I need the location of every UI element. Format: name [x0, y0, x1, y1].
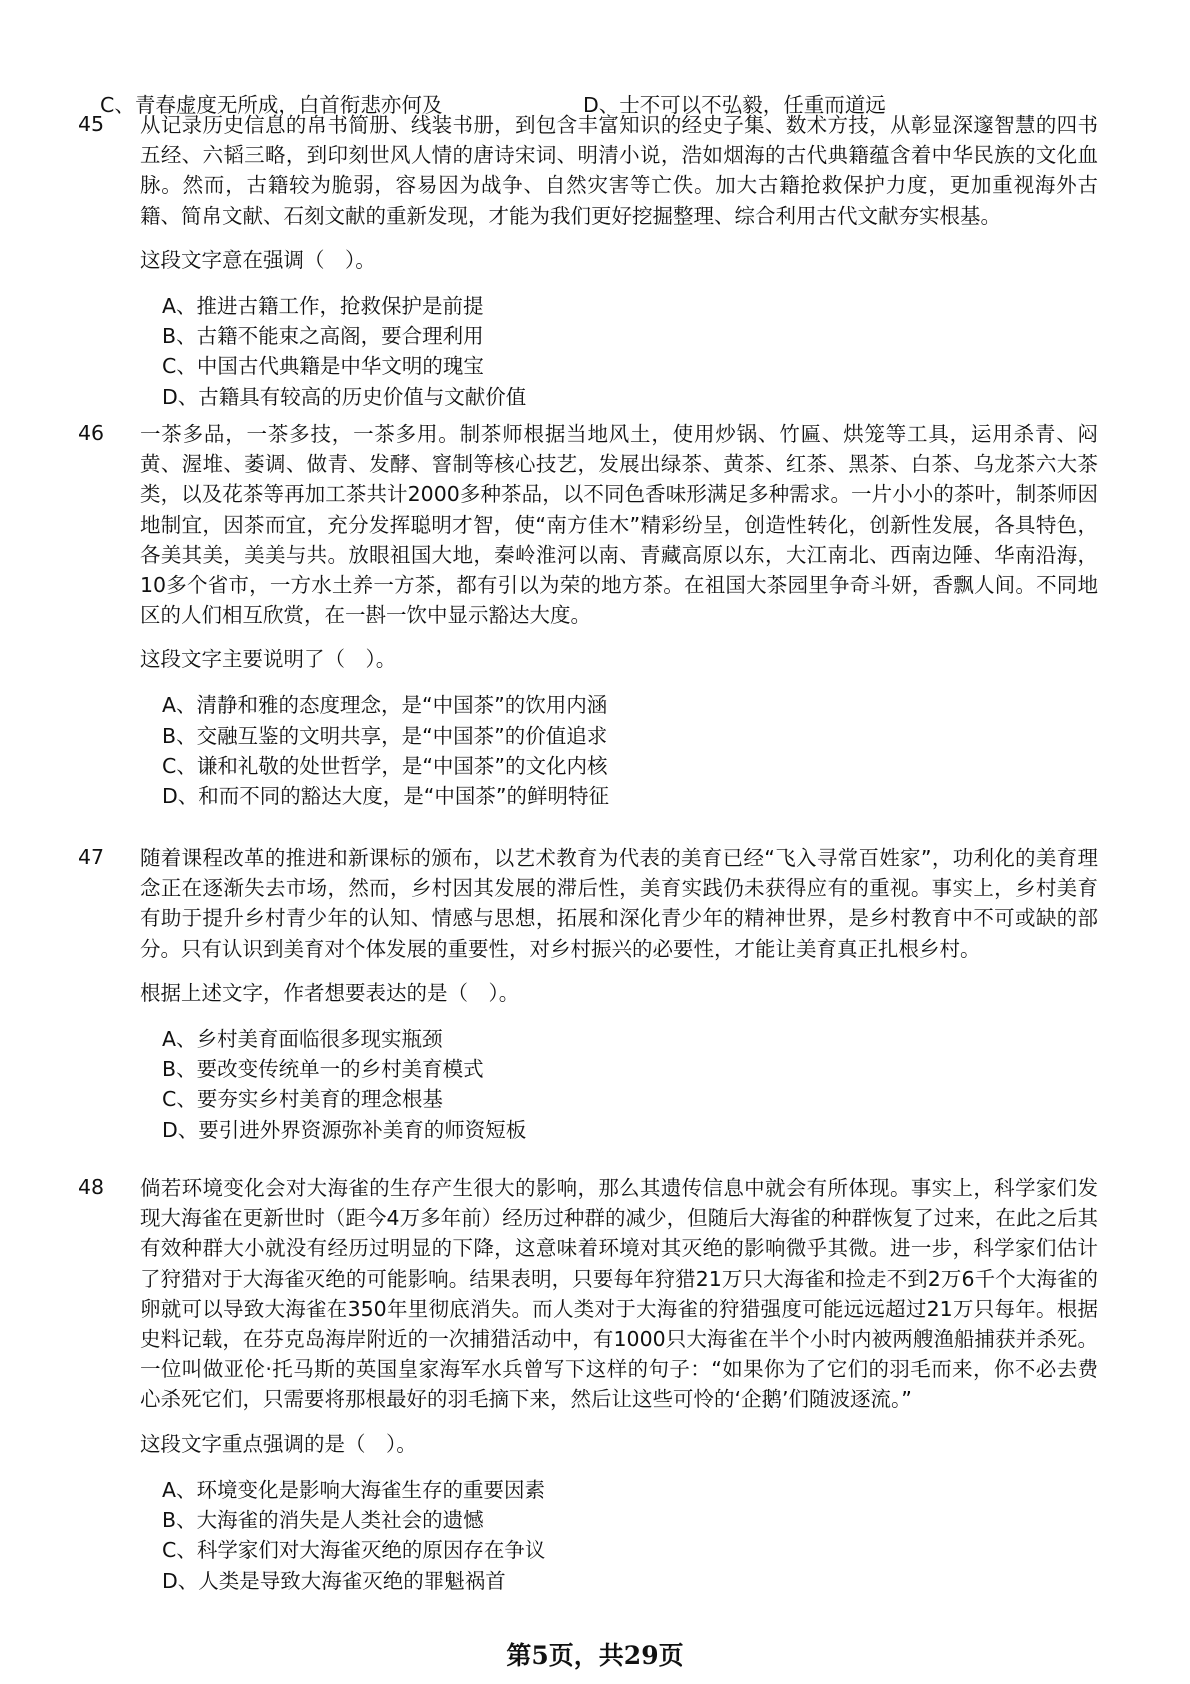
option-a: A、清静和雅的态度理念，是“中国茶”的饮用内涵 [162, 693, 608, 718]
question-number: 46 [78, 421, 105, 445]
option-c: C、中国古代典籍是中华文明的瑰宝 [162, 354, 484, 379]
question-passage: 随着课程改革的推进和新课标的颁布，以艺术教育为代表的美育已经“飞入寻常百姓家”，功利化的美育理念正在逐渐失去市场，然而，乡村因其发展的滞后性，美育实践仍未获得应有的重视。事实上，乡村美育有助于提升乡村青少年的认知、情感与思想，拓展和深化青少年的精神世界，是乡村教育中不可或缺的部分。只有认识到美育对个体发展的重要性，对乡村振兴的必要性，才能让美育真正扎根乡村。 [140, 846, 1098, 961]
option-b: B、要改变传统单一的乡村美育模式 [162, 1057, 484, 1082]
question-46 [78, 419, 1098, 812]
question-passage: 一茶多品，一茶多技，一茶多用。制茶师根据当地风土，使用炒锅、竹匾、烘笼等工具，运用杀青、闷黄、渥堆、萎调、做青、发酵、窨制等核心技艺，发展出绿茶、黄茶、红茶、黑茶、白茶、乌龙茶六大茶类，以及花茶等再加工茶共计2000多种茶品，以不同色香味形满足多种需求。一片小小的茶叶，制茶师因地制宜，因茶而宜，充分发挥聪明才智，使“南方佳木”精彩纷呈，创造性转化，创新性发展，各具特色，各美其美，美美与共。放眼祖国大地，秦岭淮河以南、青藏高原以东，大江南北、西南边陲、华南沿海，10多个省市，一方水土养一方茶，都有引以为荣的地方茶。在祖国大茶园里争奇斗妍，香飘人间。不同地区的人们相互欣赏，在一斟一饮中显示豁达大度。 [140, 422, 1098, 628]
option-d: D、要引进外界资源弥补美育的师资短板 [162, 1117, 527, 1142]
option-c: C、要夯实乡村美育的理念根基 [162, 1087, 443, 1112]
option-a: A、推进古籍工作，抢救保护是前提 [162, 293, 484, 318]
question-prompt: 这段文字主要说明了（ ）。 [140, 647, 397, 672]
answer-options [162, 690, 1098, 811]
question-prompt: 这段文字意在强调（ ）。 [140, 247, 376, 272]
option-b: B、交融互鉴的文明共享，是“中国茶”的价值追求 [162, 723, 608, 748]
option-b: B、古籍不能束之高阁，要合理利用 [162, 324, 484, 349]
answer-options [162, 291, 1098, 412]
question-47 [78, 843, 1098, 1145]
question-prompt: 根据上述文字，作者想要表达的是（ ）。 [140, 980, 520, 1005]
answer-options [162, 1475, 1098, 1596]
page-number-footer: 第5页，共29页 [506, 1641, 684, 1670]
option-c: C、谦和礼敬的处世哲学，是“中国茶”的文化内核 [162, 754, 608, 779]
question-48 [78, 1173, 1098, 1596]
option-b: B、大海雀的消失是人类社会的遗憾 [162, 1507, 484, 1532]
option-d: D、人类是导致大海雀灭绝的罪魁祸首 [162, 1568, 506, 1593]
question-prompt: 这段文字重点强调的是（ ）。 [140, 1431, 417, 1456]
option-c: C、青春虚度无所成，白首衔悲亦何及 [100, 93, 443, 117]
question-number: 47 [78, 845, 105, 869]
option-c: C、科学家们对大海雀灭绝的原因存在争议 [162, 1538, 546, 1563]
option-a: A、乡村美育面临很多现实瓶颈 [162, 1026, 443, 1051]
question-number: 48 [78, 1175, 105, 1199]
option-d: D、士不可以不弘毅，任重而道远 [583, 93, 886, 117]
answer-options [162, 1024, 1098, 1145]
option-a: A、环境变化是影响大海雀生存的重要因素 [162, 1477, 546, 1502]
question-45 [78, 110, 1098, 412]
option-d: D、古籍具有较高的历史价值与文献价值 [162, 384, 527, 409]
question-passage: 从记录历史信息的帛书简册、线装书册，到包含丰富知识的经史子集、数术方技，从彰显深邃智慧的四书五经、六韬三略，到印刻世风人情的唐诗宋词、明清小说，浩如烟海的古代典籍蕴含着中华民族的文化血脉。然而，古籍较为脆弱，容易因为战争、自然灾害等亡佚。加大古籍抢救保护力度，更加重视海外古籍、简帛文献、石刻文献的重新发现，才能为我们更好挖掘整理、综合利用古代文献夯实根基。 [140, 113, 1098, 228]
option-d: D、和而不同的豁达大度，是“中国茶”的鲜明特征 [162, 784, 610, 809]
question-number: 45 [78, 112, 105, 136]
question-passage: 倘若环境变化会对大海雀的生存产生很大的影响，那么其遗传信息中就会有所体现。事实上，科学家们发现大海雀在更新世时（距今4万多年前）经历过种群的减少，但随后大海雀的种群恢复了过来，在此之后其有效种群大小就没有经历过明显的下降，这意味着环境对其灭绝的影响微乎其微。进一步，科学家们估计了狩猎对于大海雀灭绝的可能影响。结果表明，只要每年狩猎21万只大海雀和捡走不到2万6千个大海雀的卵就可以导致大海雀在350年里彻底消失。而人类对于大海雀的狩猎强度可能远远超过21万只每年。根据史料记载，在芬克岛海岸附近的一次捕猎活动中，有1000只大海雀在半个小时内被两艘渔船捕获并杀死。一位叫做亚伦·托马斯的英国皇家海军水兵曾写下这样的句子：“如果你为了它们的羽毛而来，你不必去费心杀死它们，只需要将那根最好的羽毛摘下来，然后让这些可怜的‘企鹅’们随波逐流。” [140, 1176, 1098, 1412]
